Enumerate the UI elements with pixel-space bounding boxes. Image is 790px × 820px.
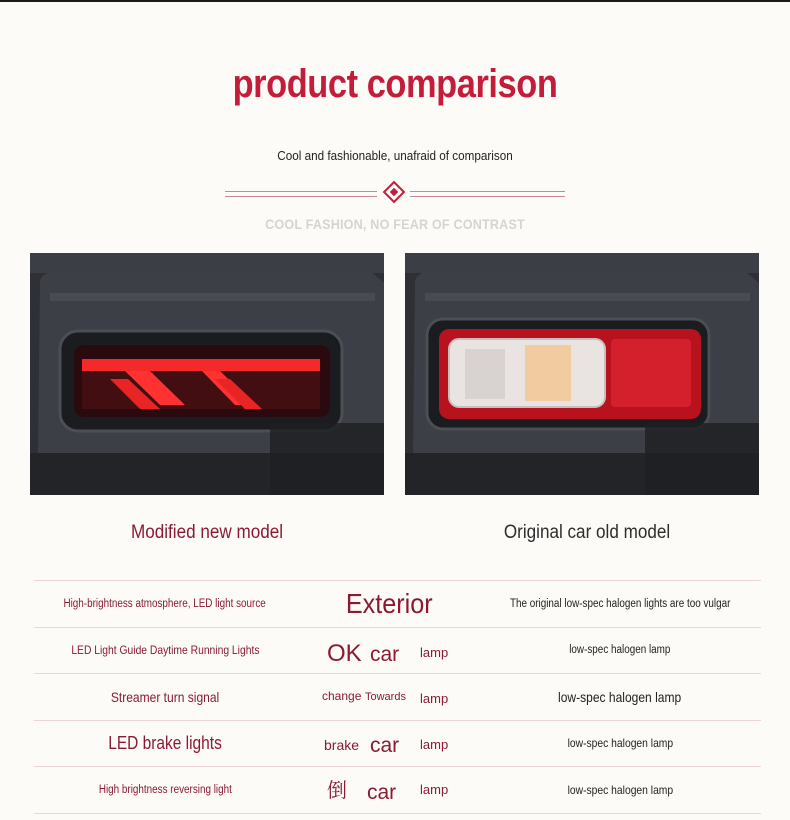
comparison-middle-cell bbox=[309, 767, 469, 813]
comparison-row bbox=[34, 766, 761, 814]
feature-text: LED brake lights bbox=[108, 732, 222, 753]
old-model-photo bbox=[405, 253, 759, 495]
divider-line-left bbox=[225, 191, 377, 197]
feature-text: High-brightness atmosphere, LED light source bbox=[63, 597, 267, 610]
feature-text: High brightness reversing light bbox=[98, 783, 232, 796]
page-title: product comparison bbox=[232, 62, 558, 106]
feature-text: LED Light Guide Daytime Running Lights bbox=[70, 643, 260, 658]
mid-word: change bbox=[322, 689, 362, 703]
mid-word: lamp bbox=[420, 736, 449, 752]
divider-line-right bbox=[410, 191, 565, 197]
diamond-icon bbox=[383, 181, 406, 204]
mid-word: lamp bbox=[420, 691, 449, 706]
feature-cell bbox=[34, 581, 296, 627]
comparison-middle-cell bbox=[309, 674, 469, 720]
mid-word: Towards bbox=[365, 691, 406, 703]
mid-word: car bbox=[370, 733, 400, 757]
old-model-label: Original car old model bbox=[503, 522, 671, 543]
page-subtitle: Cool and fashionable, unafraid of comparison bbox=[277, 148, 513, 163]
new-model-photo bbox=[30, 253, 384, 495]
mid-word: OK bbox=[327, 639, 362, 667]
exterior-heading: Exterior bbox=[345, 587, 433, 619]
original-text: The original low-spec halogen lights are too vulgar bbox=[509, 597, 731, 610]
original-cell bbox=[479, 767, 761, 813]
mid-word: brake bbox=[324, 736, 360, 753]
mid-word: 倒 bbox=[327, 778, 347, 802]
ghost-subtitle: COOL FASHION, NO FEAR OF CONTRAST bbox=[265, 216, 525, 232]
comparison-row bbox=[34, 673, 761, 720]
original-text: low-spec halogen lamp bbox=[567, 782, 673, 797]
original-cell bbox=[479, 674, 761, 720]
comparison-row bbox=[34, 580, 761, 627]
comparison-row bbox=[34, 627, 761, 674]
mid-word: lamp bbox=[420, 782, 449, 797]
feature-cell bbox=[34, 674, 296, 720]
mid-word: car bbox=[370, 642, 400, 666]
comparison-middle-cell bbox=[309, 628, 469, 674]
comparison-middle-cell bbox=[309, 721, 469, 767]
mid-word: lamp bbox=[420, 644, 449, 660]
original-cell bbox=[479, 628, 761, 674]
feature-cell bbox=[34, 628, 296, 674]
original-text: low-spec halogen lamp bbox=[569, 644, 671, 657]
top-border bbox=[0, 0, 790, 2]
ornamental-divider bbox=[225, 183, 565, 203]
feature-cell bbox=[34, 767, 296, 813]
comparison-table bbox=[34, 580, 761, 814]
comparison-middle-cell bbox=[309, 581, 469, 627]
comparison-row bbox=[34, 720, 761, 767]
mid-word: car bbox=[367, 781, 397, 804]
original-text: low-spec halogen lamp bbox=[567, 736, 673, 751]
new-model-label: Modified new model bbox=[130, 522, 284, 543]
original-text: low-spec halogen lamp bbox=[558, 688, 682, 705]
feature-cell bbox=[34, 721, 296, 767]
original-cell bbox=[479, 721, 761, 767]
original-cell bbox=[479, 581, 761, 627]
feature-text: Streamer turn signal bbox=[110, 688, 220, 705]
